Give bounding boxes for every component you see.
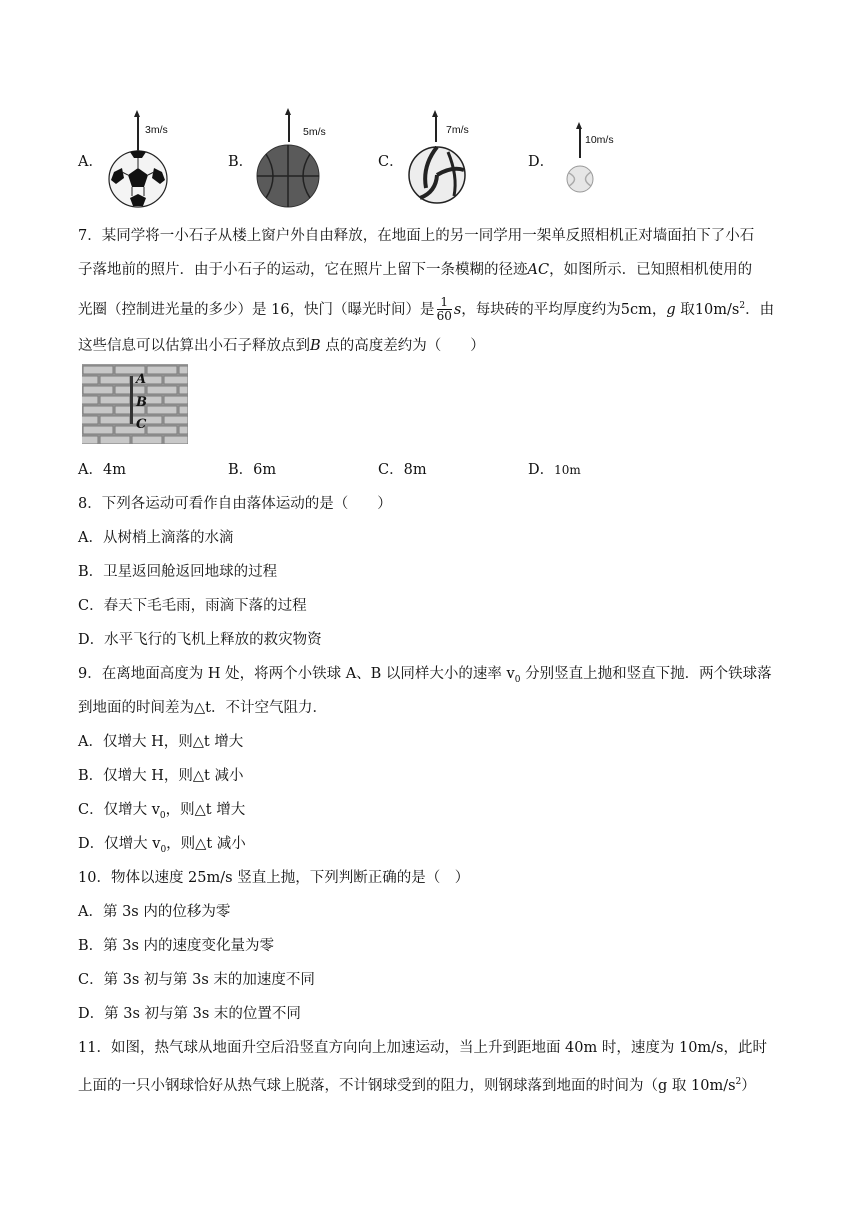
- velocity-arrow-icon: [288, 114, 290, 142]
- q8-option-b[interactable]: B．卫星返回舱返回地球的过程: [78, 564, 278, 580]
- q6-option-b-velocity: 5m/s: [303, 126, 326, 138]
- q9-option-b[interactable]: B．仅增大 H，则△t 减小: [78, 768, 244, 784]
- q10-option-a[interactable]: A．第 3s 内的位移为零: [78, 904, 231, 920]
- volleyball-icon: [408, 146, 466, 204]
- q8-option-c[interactable]: C．春天下毛毛雨，雨滴下落的过程: [78, 598, 307, 614]
- q10-option-d[interactable]: D．第 3s 初与第 3s 末的位置不同: [78, 1006, 301, 1022]
- q7-option-c[interactable]: C．8m: [378, 462, 427, 478]
- velocity-arrow-icon: [579, 128, 581, 158]
- q11-line-1: 11．如图，热气球从地面升空后沿竖直方向向上加速运动，当上升到距地面 40m 时，速度为 10m/s，此时: [78, 1040, 768, 1056]
- q7-option-a[interactable]: A．4m: [78, 462, 126, 478]
- q9-line-2: 到地面的时间差为△t．不计空气阻力．: [78, 700, 327, 716]
- q8-option-d[interactable]: D．水平飞行的飞机上释放的救灾物资: [78, 632, 322, 648]
- brick-wall-figure: [82, 364, 188, 444]
- q7-line-4: 这些信息可以估算出小石子释放点到B 点的高度差约为（ ）: [78, 338, 485, 354]
- q7-line-3: 光圈（控制进光量的多少）是 16，快门（曝光时间）是 $\frac{1}{60}$ s，每块砖的平均厚度约为5cm，g 取$10m/s^2$．由: [78, 295, 775, 324]
- velocity-arrow-icon: [137, 116, 139, 150]
- point-c-label: C: [136, 417, 147, 432]
- soccer-ball-icon: [108, 150, 168, 208]
- q9-option-c[interactable]: C．仅增大 $v_0$，则△t 增大: [78, 802, 246, 821]
- q8-stem: 8．下列各运动可看作自由落体运动的是（ ）: [78, 496, 392, 512]
- q10-stem: 10．物体以速度 25m/s 竖直上抛，下列判断正确的是（ ）: [78, 870, 470, 886]
- q6-option-d-label: D．: [528, 154, 555, 170]
- velocity-arrow-icon: [435, 116, 437, 142]
- basketball-icon: [256, 144, 320, 208]
- q7-line-2: 子落地前的照片．由于小石子的运动，它在照片上留下一条模糊的径迹AC，如图所示．已知照相机使用的: [78, 262, 753, 278]
- q6-option-c-velocity: 7m/s: [446, 124, 469, 136]
- point-b-label: B: [136, 395, 147, 410]
- q9-option-d[interactable]: D．仅增大 $v_0$，则△t 减小: [78, 836, 246, 855]
- q11-line-2: 上面的一只小钢球恰好从热气球上脱落，不计钢球受到的阻力，则钢球落到地面的时间为（g 取 $10m/s^2$）: [78, 1077, 756, 1094]
- q7-option-b[interactable]: B．6m: [228, 462, 277, 478]
- q7-option-d[interactable]: D．10m: [528, 462, 581, 478]
- q6-option-a-label: A．: [78, 154, 103, 170]
- point-a-label: A: [136, 372, 147, 387]
- q6-option-b-label: B．: [228, 154, 254, 170]
- q6-option-d-velocity: 10m/s: [585, 134, 614, 146]
- tennis-ball-icon: [566, 165, 594, 193]
- q9-option-a[interactable]: A．仅增大 H，则△t 增大: [78, 734, 244, 750]
- q10-option-c[interactable]: C．第 3s 初与第 3s 末的加速度不同: [78, 972, 315, 988]
- fraction: $\frac{1}{60}$: [436, 295, 452, 324]
- q8-option-a[interactable]: A．从树梢上滴落的水滴: [78, 530, 234, 546]
- q7-line-1: 7．某同学将一小石子从楼上窗户外自由释放，在地面上的另一同学用一架单反照相机正对墙面拍下了小石: [78, 228, 755, 244]
- q9-line-1: 9．在离地面高度为 H 处，将两个小铁球 A、B 以同样大小的速率 $v_0$ 分别竖直上抛和竖直下抛．两个铁球落: [78, 666, 772, 685]
- q10-option-b[interactable]: B．第 3s 内的速度变化量为零: [78, 938, 275, 954]
- q6-option-a-velocity: 3m/s: [145, 124, 168, 136]
- q6-option-c-label: C．: [378, 154, 404, 170]
